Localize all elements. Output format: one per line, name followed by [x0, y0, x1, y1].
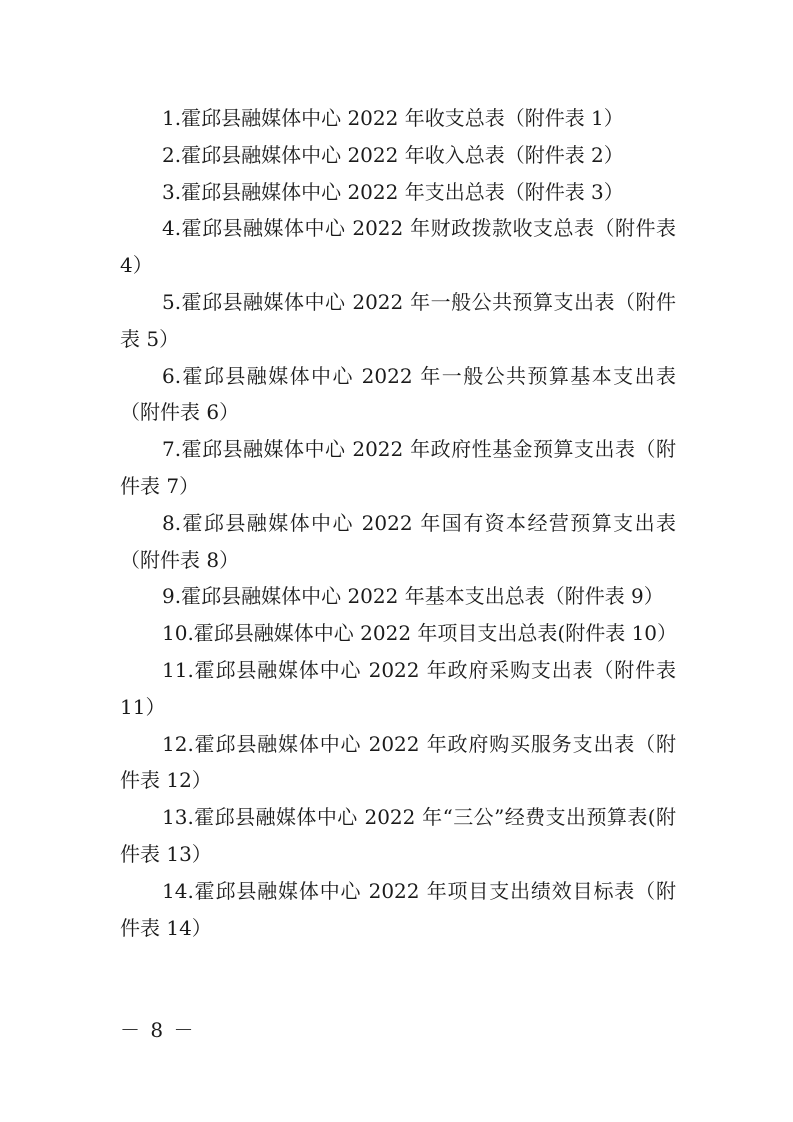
list-item: 2.霍邱县融媒体中心 2022 年收入总表（附件表 2）: [162, 142, 624, 167]
list-item: 12.霍邱县融媒体中心 2022 年政府购买服务支出表（附件表 12）: [120, 731, 676, 793]
list-item: 6.霍邱县融媒体中心 2022 年一般公共预算基本支出表（附件表 6）: [120, 363, 676, 425]
list-item: 1.霍邱县融媒体中心 2022 年收支总表（附件表 1）: [162, 106, 624, 130]
list-item: 4.霍邱县融媒体中心 2022 年财政拨款收支总表（附件表 4）: [120, 216, 676, 278]
list-item: 11.霍邱县融媒体中心 2022 年政府采购支出表（附件表 11）: [120, 657, 676, 719]
list-item: 3.霍邱县融媒体中心 2022 年支出总表（附件表 3）: [162, 179, 624, 204]
list-item: 8.霍邱县融媒体中心 2022 年国有资本经营预算支出表（附件表 8）: [120, 510, 676, 572]
list-item: 14.霍邱县融媒体中心 2022 年项目支出绩效目标表（附件表 14）: [120, 878, 676, 940]
list-item: 9.霍邱县融媒体中心 2022 年基本支出总表（附件表 9）: [162, 584, 664, 609]
attachment-list: [120, 100, 676, 946]
list-item: 13.霍邱县融媒体中心 2022 年“三公”经费支出预算表(附件表 13）: [120, 805, 676, 866]
list-item: 5.霍邱县融媒体中心 2022 年一般公共预算支出表（附件表 5）: [120, 289, 676, 351]
page-number: － 8 －: [120, 1018, 196, 1042]
list-item: 10.霍邱县融媒体中心 2022 年项目支出总表(附件表 10）: [162, 621, 678, 646]
list-item: 7.霍邱县融媒体中心 2022 年政府性基金预算支出表（附件表 7）: [120, 437, 676, 498]
